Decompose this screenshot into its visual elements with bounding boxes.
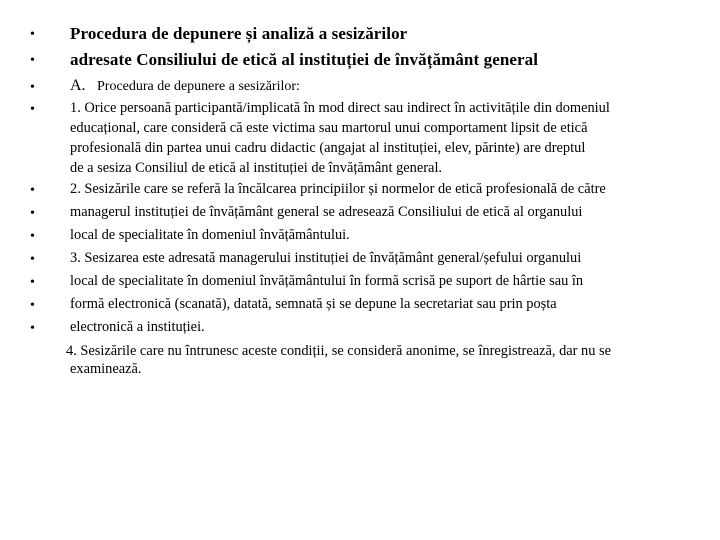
section-a-label: A. <box>70 77 86 94</box>
bullet: • <box>30 183 35 198</box>
paragraph-2-line-2: managerul instituției de învățământ general se adresează Consiliului de etică al organului <box>70 204 583 220</box>
paragraph-3-line-1: 3. Sesizarea este adresată managerului instituției de învățământ general/șefului organului <box>70 250 582 266</box>
bullet: • <box>30 252 35 267</box>
paragraph-3-line-2: local de specialitate în domeniul învățământului în formă scrisă pe suport de hârtie sau în <box>70 273 584 289</box>
paragraph-1-line-4: de a sesiza Consiliul de etică al instituției de învățământ general. <box>70 160 443 176</box>
bullet: • <box>30 27 35 42</box>
title-line-2: adresate Consiliului de etică al instituției de învățământ general <box>70 50 539 69</box>
bullet: • <box>30 206 35 221</box>
bullet: • <box>30 80 35 95</box>
paragraph-3-line-4: electronică a instituției. <box>70 319 205 335</box>
bullet: • <box>30 275 35 290</box>
paragraph-4-line-2: examinează. <box>70 361 142 377</box>
title-line-1: Procedura de depunere și analiză a sesizărilor <box>70 24 408 43</box>
section-a-text: Procedura de depunere a sesizărilor: <box>97 79 300 94</box>
bullet: • <box>30 321 35 336</box>
paragraph-1-line-1: 1. Orice persoană participantă/implicată în mod direct sau indirect în activitățile din domeniul <box>70 100 610 116</box>
paragraph-4-line-1: 4. Sesizările care nu întrunesc aceste condiții, se consideră anonime, se înregistrează, dar nu se <box>66 343 612 359</box>
paragraph-2-line-1: 2. Sesizările care se referă la încălcarea principiilor și normelor de etică profesională de către <box>70 181 606 197</box>
bullet: • <box>30 298 35 313</box>
bullet: • <box>30 229 35 244</box>
bullet: • <box>30 102 35 117</box>
paragraph-2-line-3: local de specialitate în domeniul învățământului. <box>70 227 350 243</box>
bullet: • <box>30 53 35 68</box>
paragraph-1-line-3: profesională din partea unui cadru didactic (angajat al instituției, elev, părinte) are dreptul <box>70 140 586 156</box>
paragraph-3-line-3: formă electronică (scanată), datată, semnată și se depune la secretariat sau prin poșta <box>70 296 557 312</box>
paragraph-1-line-2: educațional, care consideră că este victima sau martorul unui comportament lipsit de etică <box>70 120 588 136</box>
